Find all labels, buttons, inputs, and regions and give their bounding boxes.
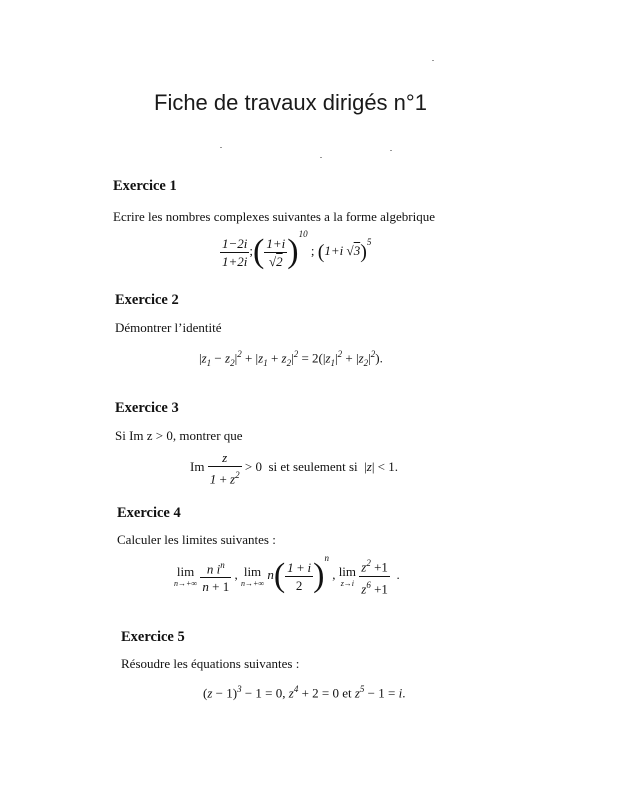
scan-speck bbox=[432, 60, 434, 61]
exercise-4-heading: Exercice 4 bbox=[117, 505, 181, 521]
exercise-1-heading: Exercice 1 bbox=[113, 178, 177, 194]
exercise-3-heading: Exercice 3 bbox=[115, 400, 179, 416]
exercise-3-text: Si Im z > 0, montrer que bbox=[115, 428, 243, 443]
scan-speck bbox=[220, 147, 222, 148]
exercise-3-formula-text: si et seulement si bbox=[268, 459, 358, 475]
exercise-4-formula: lim n→+∞ $\frac{n i^n}{n + 1}$ , lim n→+∞ n( $\frac{1 + i}{2}$ )$^n$ , lim z→i $\frac{z^2 +1}{z^6 +1}$ . bbox=[174, 553, 400, 596]
exercise-1-text: Ecrire les nombres complexes suivantes a la forme algebrique bbox=[113, 209, 435, 224]
exercise-5-formula: $(z - 1)^3 - 1 = 0$, $z^4 + 2 = 0$ et $z^5 - 1 = i$. bbox=[203, 684, 406, 701]
page-title: Fiche de travaux dirigés n°1 bbox=[154, 90, 427, 115]
scan-speck bbox=[320, 157, 322, 158]
exercise-3-formula: Im $\frac{z}{1 + z^2}$ > 0 si et seulement si |z| < 1. bbox=[190, 450, 398, 487]
exercise-4-text: Calculer les limites suivantes : bbox=[117, 532, 276, 547]
exercise-5-text: Résoudre les équations suivantes : bbox=[121, 656, 300, 671]
exercise-5-heading: Exercice 5 bbox=[121, 629, 185, 645]
scan-speck bbox=[390, 150, 392, 151]
exercise-2-heading: Exercice 2 bbox=[115, 292, 179, 308]
exercise-2-text: Démontrer l’identité bbox=[115, 320, 222, 335]
exercise-1-formula: $\frac{1-2i}{1+2i}$ ;( $\frac{1+i}{√2}$ )$^{10}$ ; (1+i √3)$^5$ bbox=[222, 229, 372, 271]
exercise-2-formula: $|z_1 - z_2|^2 + |z_1 + z_2|^2 = 2(|z_1|^2 + |z_2|^2)$. bbox=[199, 349, 383, 368]
